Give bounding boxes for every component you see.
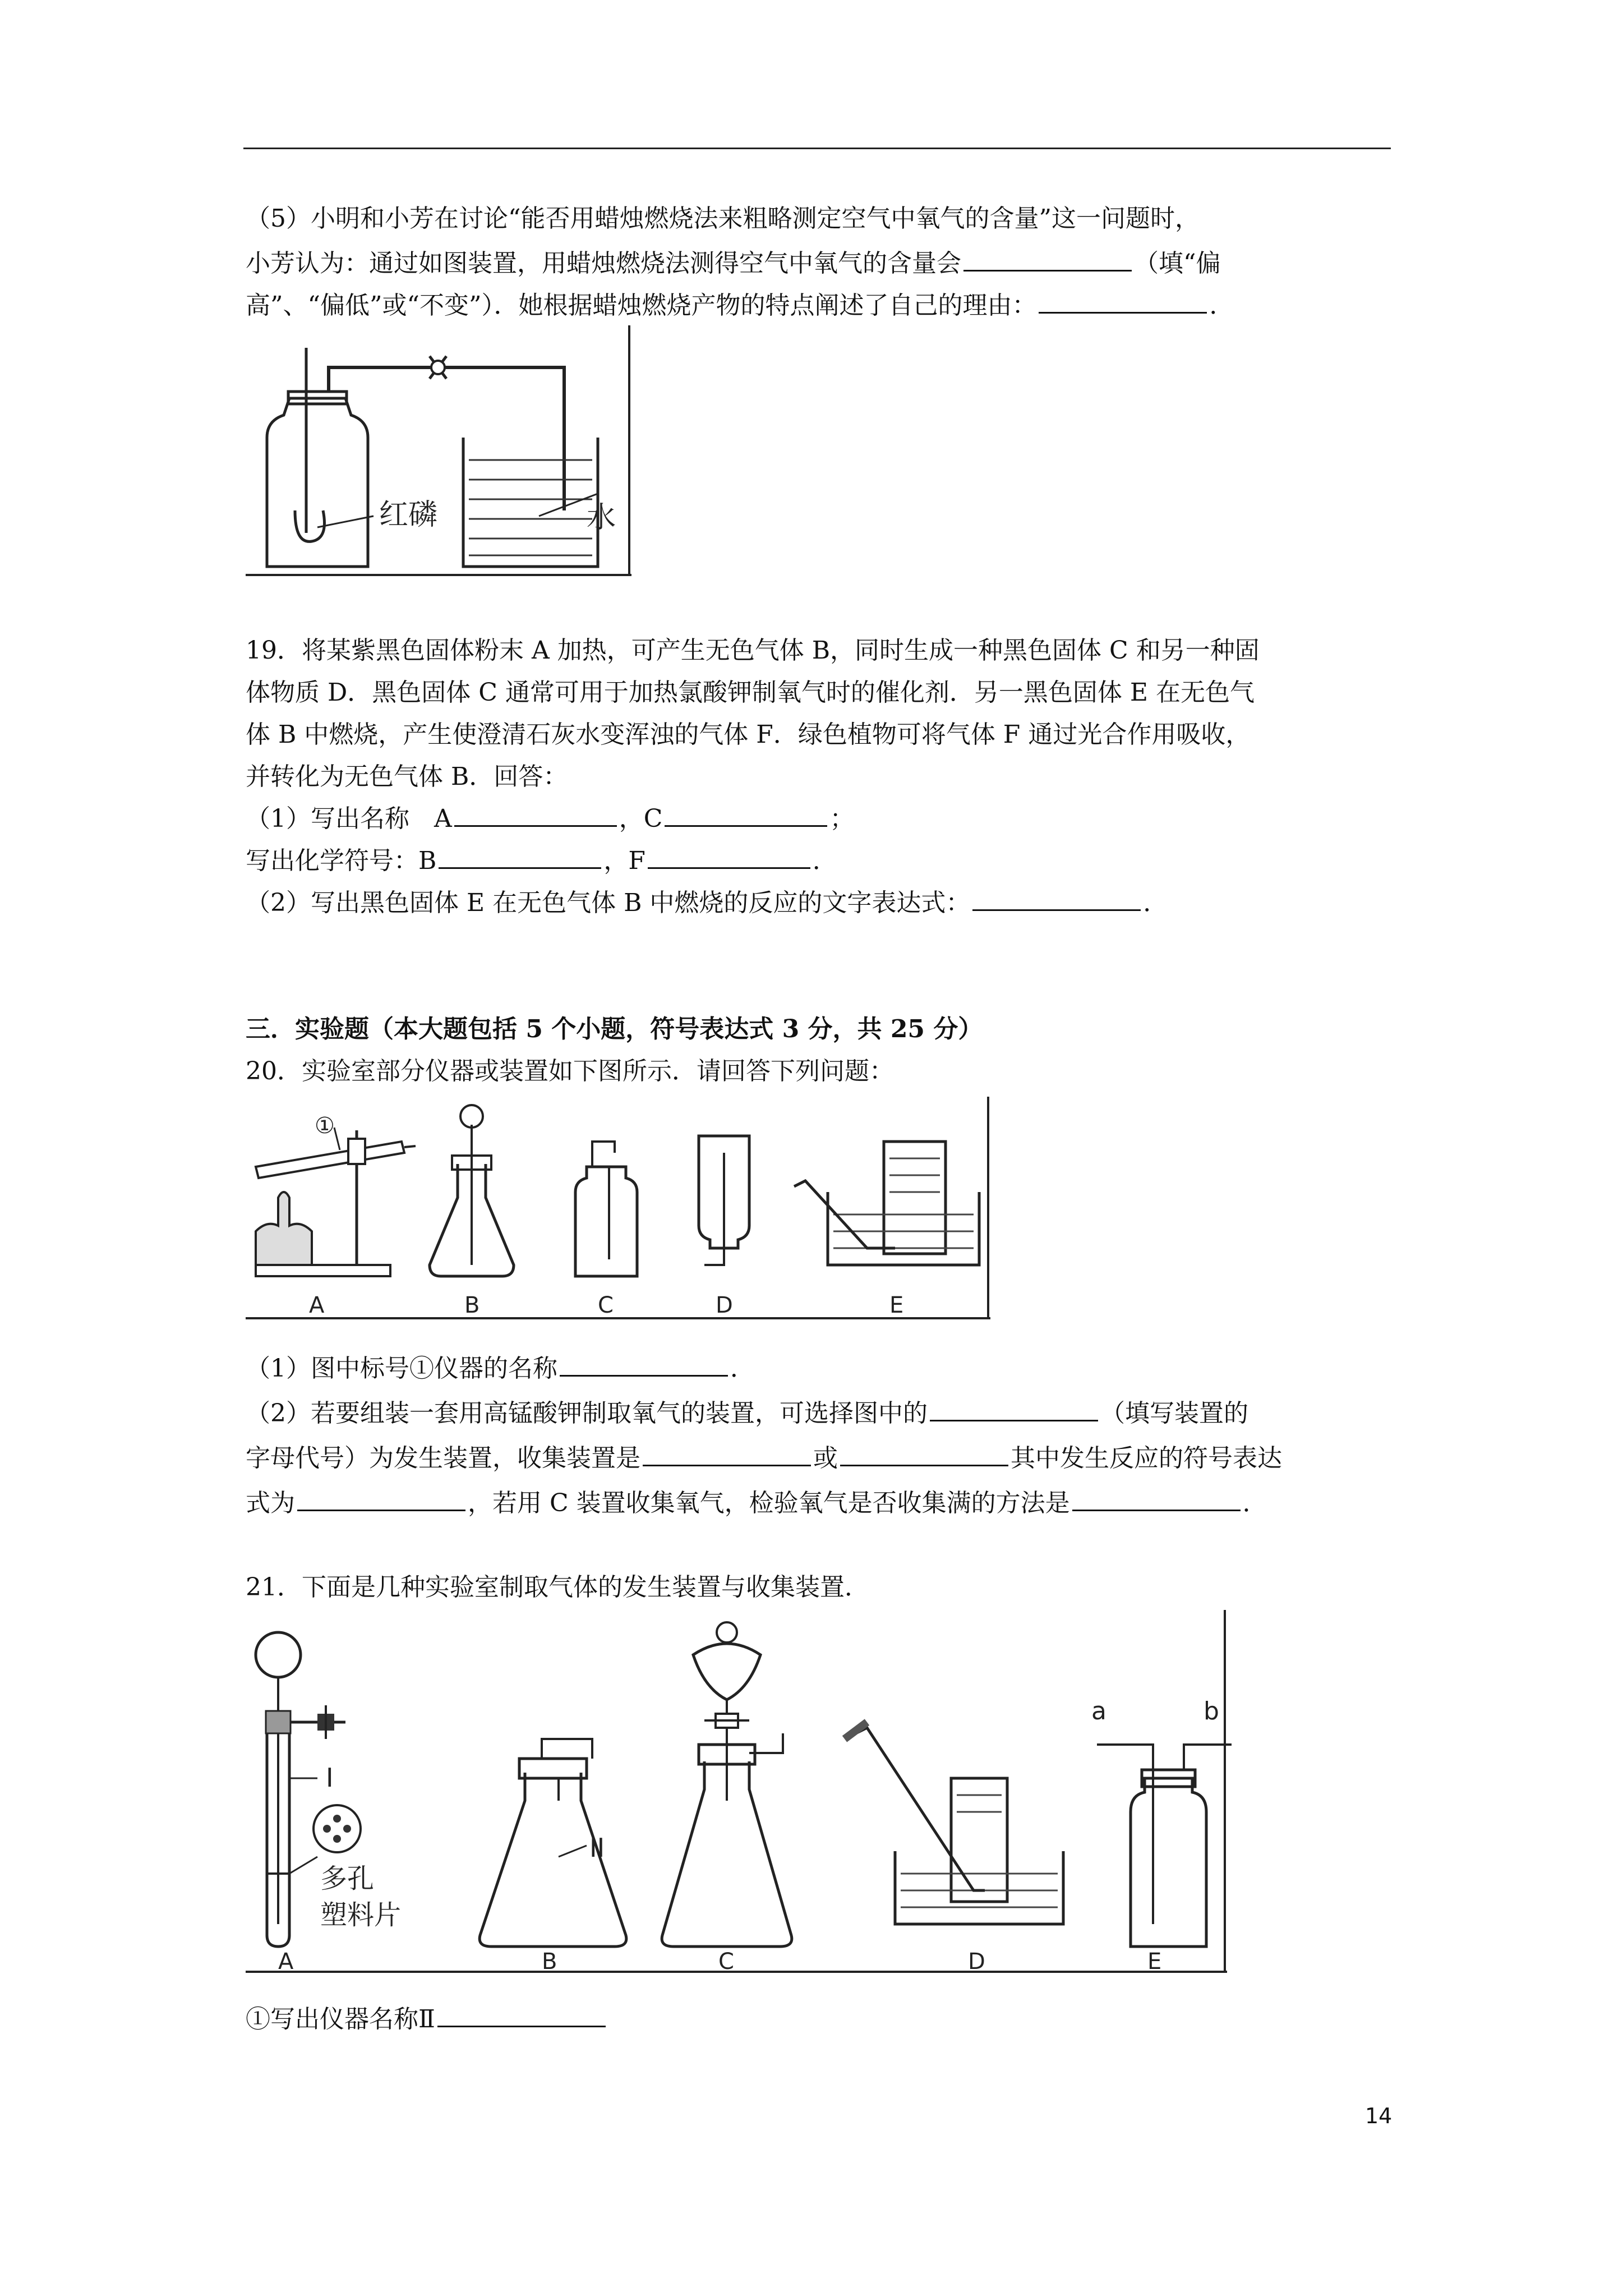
q19-sub2: 写出化学符号：B ，F ．	[246, 844, 837, 878]
answer-blank[interactable]	[972, 887, 1141, 911]
q20-sub2-line1: （2）若要组装一套用高锰酸钾制取氧气的装置，可选择图中的 （填写装置的	[246, 1397, 1248, 1430]
label-b: b	[1204, 1697, 1219, 1726]
q20-figure-apparatus	[245, 1097, 996, 1321]
fig21-label-c: C	[718, 1949, 734, 1975]
q20-sub2-line2: 字母代号）为发生装置，收集装置是 或 其中发生反应的符号表达	[246, 1442, 1282, 1475]
answer-blank[interactable]	[437, 2003, 606, 2027]
q20-sub2-line3: 式为 ，若用 C 装置收集氧气，检验氧气是否收集满的方法是 ．	[246, 1487, 1267, 1520]
q19-line4: 并转化为无色气体 B．回答：	[246, 762, 568, 791]
answer-blank[interactable]	[648, 845, 810, 869]
marker-circled-1: ①	[315, 1113, 335, 1139]
answer-blank[interactable]	[454, 803, 617, 827]
q21-sub1: ①写出仪器名称Ⅱ	[246, 2003, 608, 2036]
fig20-label-b: B	[464, 1292, 480, 1318]
q18-5-line3: 高”、“偏低”或“不变”）．她根据蜡烛燃烧产物的特点阐述了自己的理由： ．	[246, 289, 1234, 323]
answer-blank[interactable]	[930, 1397, 1098, 1421]
header-rule	[243, 148, 1391, 149]
q19-line1: 19．将某紫黑色固体粉末 A 加热，可产生无色气体 B，同时生成一种黑色固体 C 和另一种固	[246, 636, 1260, 665]
fig20-label-d: D	[716, 1292, 733, 1318]
page-number: 14	[1365, 2104, 1393, 2128]
fig21-label-d: D	[968, 1949, 985, 1975]
answer-blank[interactable]	[840, 1442, 1008, 1466]
answer-blank[interactable]	[665, 803, 827, 827]
q19-sub3: （2）写出黑色固体 E 在无色气体 B 中燃烧的反应的文字表达式： ．	[246, 886, 1168, 920]
q21-figure-apparatus	[245, 1610, 1232, 1975]
answer-blank[interactable]	[560, 1352, 728, 1377]
fig21-label-b: B	[542, 1949, 557, 1975]
answer-blank[interactable]	[643, 1442, 811, 1466]
q20-stem: 20．实验室部分仪器或装置如下图所示．请回答下列问题：	[246, 1057, 894, 1085]
answer-blank[interactable]	[439, 845, 601, 869]
q20-sub1: （1）图中标号①仪器的名称 ．	[246, 1352, 755, 1386]
q18-5-line2: 小芳认为：通过如图装置，用蜡烛燃烧法测得空气中氧气的含量会 （填“偏	[246, 247, 1221, 280]
answer-blank[interactable]	[297, 1487, 465, 1511]
q19-sub1: （1）写出名称 A ，C ；	[246, 802, 854, 836]
label-porous-1: 多孔	[320, 1863, 375, 1894]
section-title: 三．实验题（本大题包括 5 个小题，符号表达式 3 分，共 25 分）	[246, 1015, 983, 1043]
fig20-label-c: C	[598, 1292, 614, 1318]
q18-5-line1: （5）小明和小芳在讨论“能否用蜡烛燃烧法来粗略测定空气中氧气的含量”这一问题时，	[246, 204, 1200, 233]
fig21-label-e: E	[1147, 1949, 1162, 1975]
answer-blank[interactable]	[1072, 1487, 1241, 1511]
fig20-label-e: E	[889, 1292, 904, 1318]
answer-blank[interactable]	[1039, 289, 1207, 314]
label-porous-2: 塑料片	[320, 1899, 402, 1931]
label-water: 水	[587, 501, 616, 535]
label-i: I	[326, 1763, 334, 1793]
q21-stem: 21．下面是几种实验室制取气体的发生装置与收集装置．	[246, 1573, 869, 1602]
q19-line2: 体物质 D．黑色固体 C 通常可用于加热氯酸钾制氧气时的催化剂．另一黑色固体 E 在无色气	[246, 678, 1255, 707]
q19-line3: 体 B 中燃烧，产生使澄清石灰水变浑浊的气体 F．绿色植物可将气体 F 通过光合作用吸收，	[246, 720, 1251, 749]
q18-figure-apparatus	[245, 325, 637, 578]
answer-blank[interactable]	[963, 247, 1132, 272]
fig21-label-a: A	[278, 1949, 294, 1975]
label-a: a	[1091, 1697, 1106, 1726]
label-phosphorus: 红磷	[379, 498, 438, 532]
label-ii: II	[589, 1833, 605, 1863]
fig20-label-a: A	[309, 1292, 325, 1318]
